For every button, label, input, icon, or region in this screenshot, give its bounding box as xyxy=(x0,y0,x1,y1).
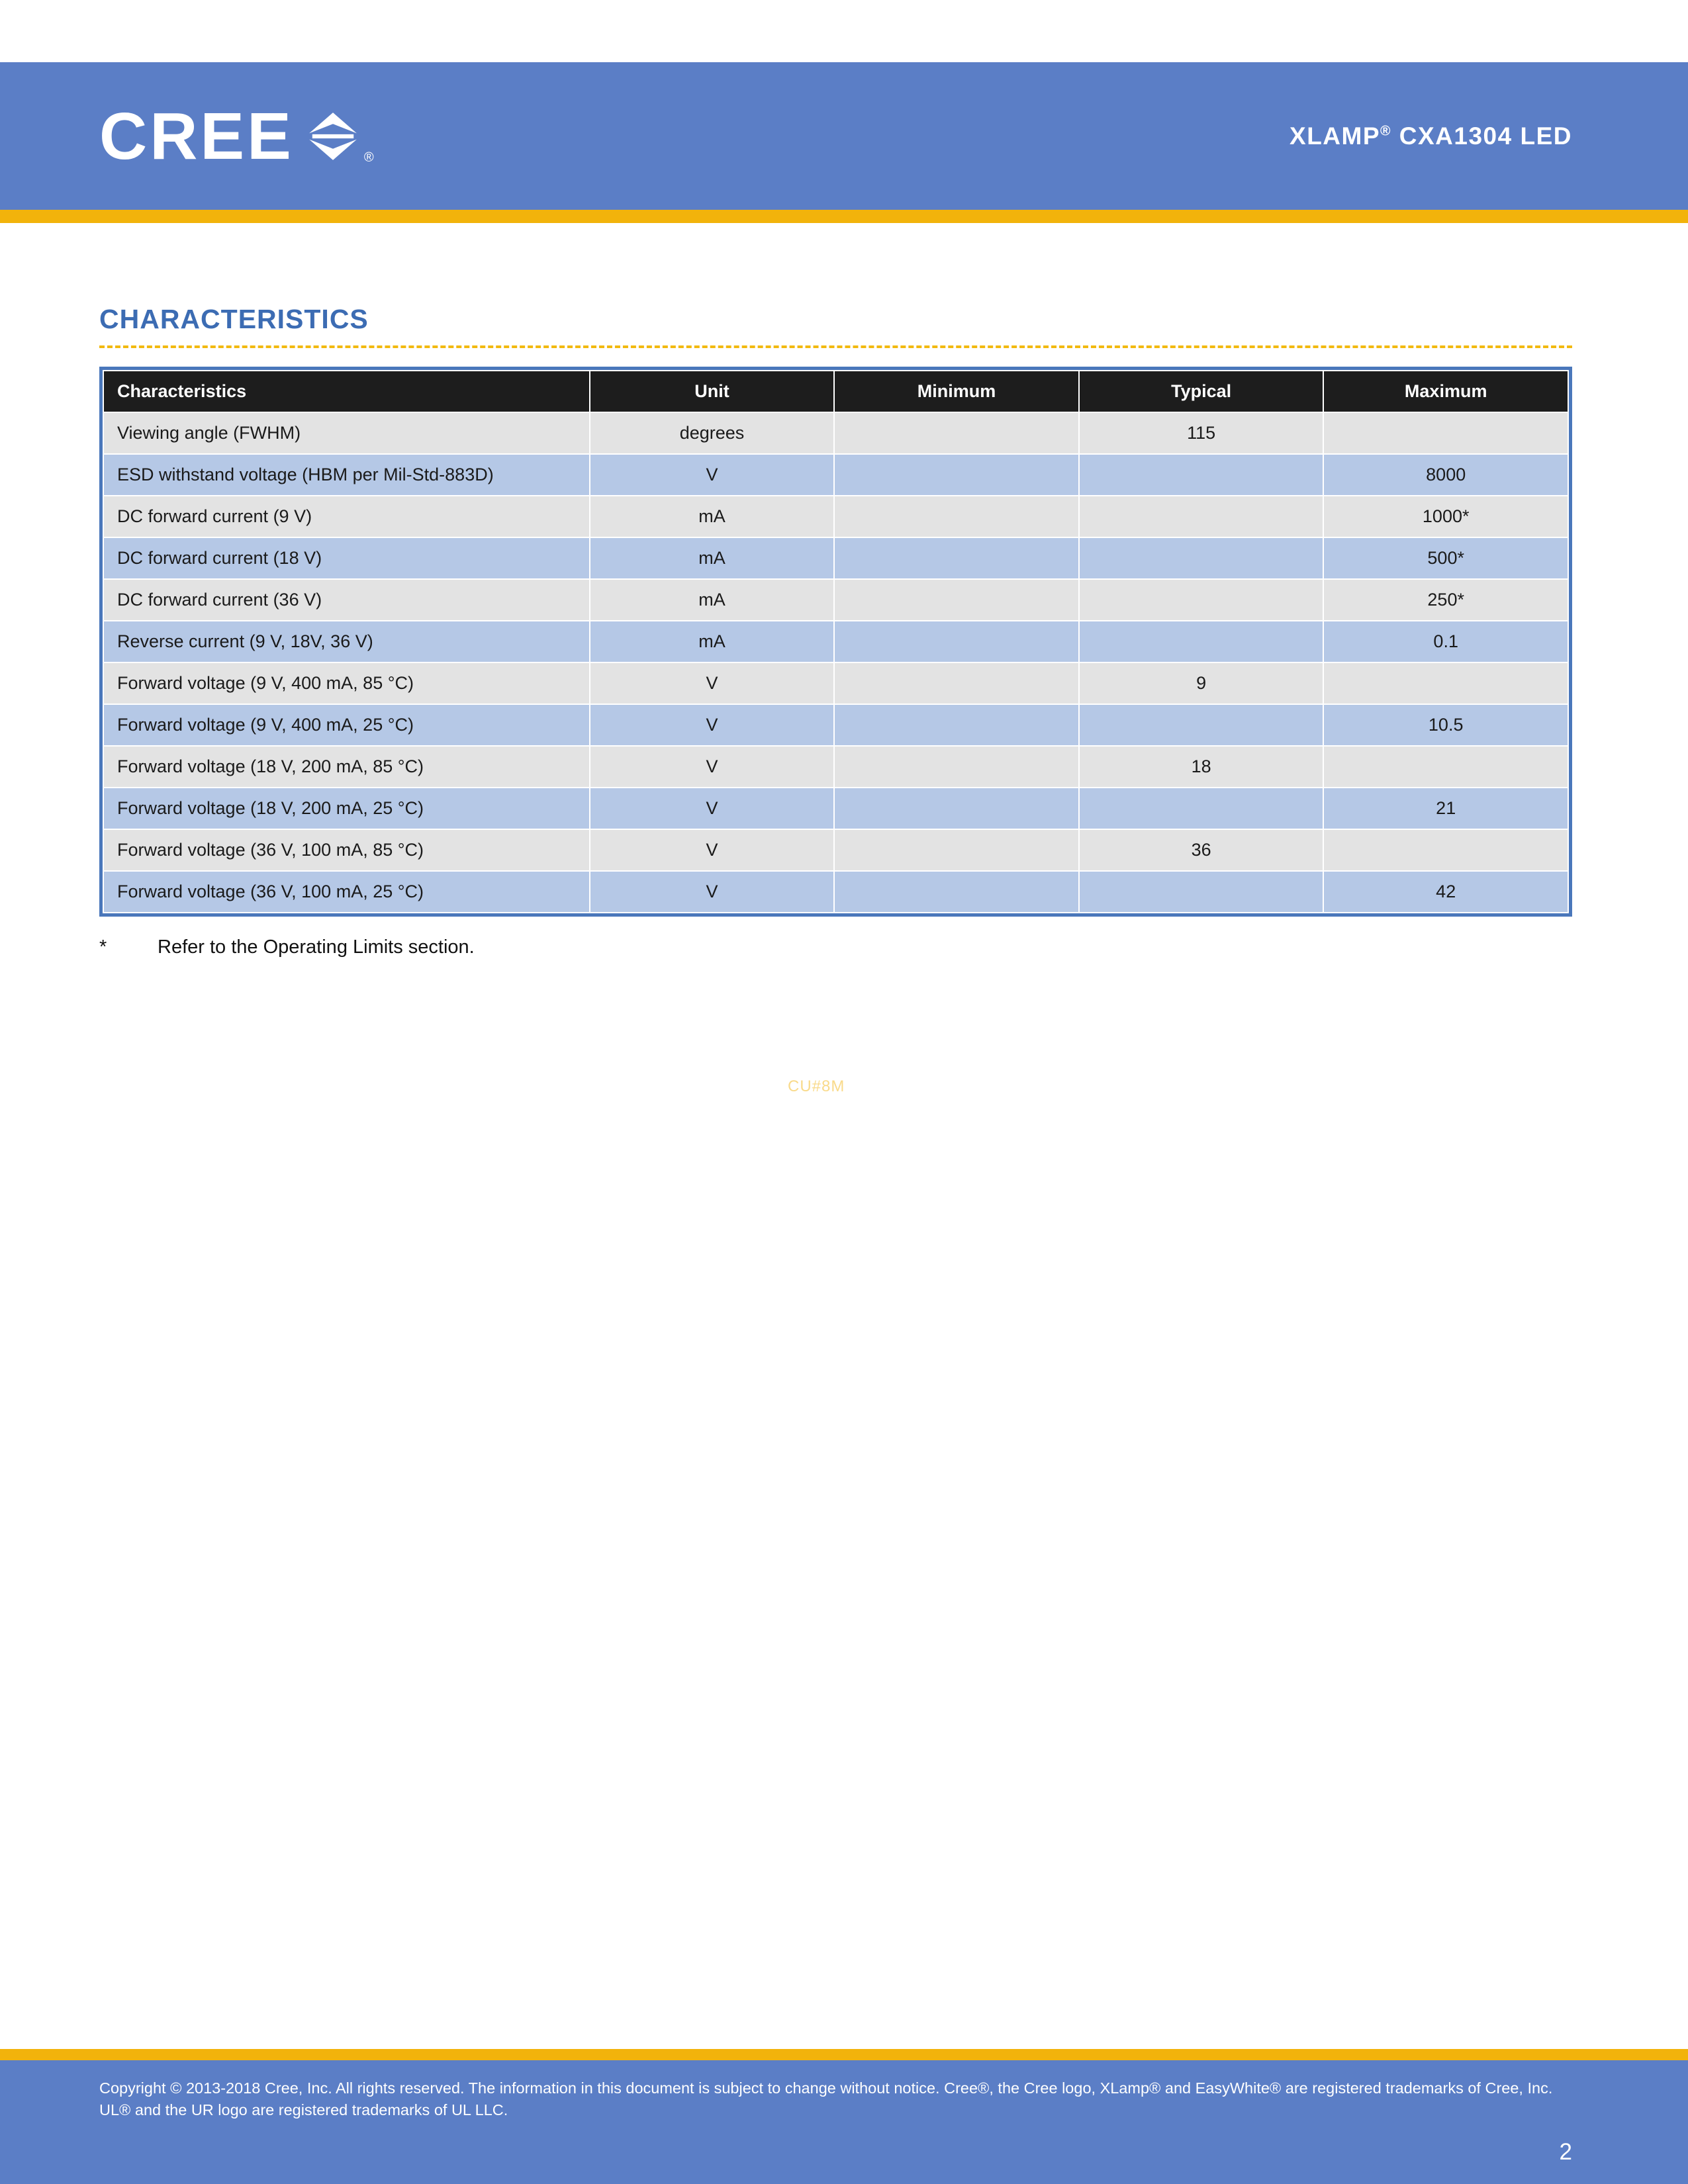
characteristics-table-frame xyxy=(99,367,1572,917)
watermark: CU#8M xyxy=(788,1077,845,1095)
page-title xyxy=(1289,122,1572,150)
row-value xyxy=(1079,454,1324,496)
registered-mark: ® xyxy=(363,150,374,165)
row-characteristic: Forward voltage (18 V, 200 mA, 85 °C) xyxy=(103,746,590,788)
table-row xyxy=(103,788,1568,829)
row-value xyxy=(834,662,1079,704)
title-product: XLAMP xyxy=(1289,122,1381,150)
row-characteristic: Forward voltage (36 V, 100 mA, 25 °C) xyxy=(103,871,590,913)
row-value xyxy=(834,871,1079,913)
row-value: 9 xyxy=(1079,662,1324,704)
section-heading: CHARACTERISTICS xyxy=(99,304,369,334)
column-header-minimum: Minimum xyxy=(834,371,1079,412)
row-value: 18 xyxy=(1079,746,1324,788)
row-value: V xyxy=(590,871,835,913)
row-value xyxy=(834,454,1079,496)
row-value: 10.5 xyxy=(1323,704,1568,746)
row-value xyxy=(1079,537,1324,579)
column-header-unit: Unit xyxy=(590,371,835,412)
row-value: degrees xyxy=(590,412,835,454)
column-header-characteristics: Characteristics xyxy=(103,371,590,412)
top-margin xyxy=(0,0,1688,62)
footer-accent-stripe xyxy=(0,2049,1688,2060)
footnote xyxy=(99,936,1572,958)
cree-logo-text: CREE xyxy=(99,99,294,173)
cree-logo-icon xyxy=(307,111,359,162)
table-row xyxy=(103,412,1568,454)
table-row xyxy=(103,579,1568,621)
row-value: mA xyxy=(590,579,835,621)
row-characteristic: Reverse current (9 V, 18V, 36 V) xyxy=(103,621,590,662)
row-characteristic: Forward voltage (36 V, 100 mA, 85 °C) xyxy=(103,829,590,871)
row-value xyxy=(1323,829,1568,871)
row-value: 21 xyxy=(1323,788,1568,829)
table-row xyxy=(103,746,1568,788)
column-header-maximum: Maximum xyxy=(1323,371,1568,412)
row-value xyxy=(1079,496,1324,537)
row-characteristic: Forward voltage (9 V, 400 mA, 25 °C) xyxy=(103,704,590,746)
row-value: 8000 xyxy=(1323,454,1568,496)
header-accent-stripe xyxy=(0,210,1688,223)
row-characteristic: DC forward current (9 V) xyxy=(103,496,590,537)
section-divider xyxy=(99,345,1572,348)
registered-mark: ® xyxy=(1380,123,1391,139)
row-characteristic: Forward voltage (18 V, 200 mA, 25 °C) xyxy=(103,788,590,829)
row-value: mA xyxy=(590,537,835,579)
row-value xyxy=(834,788,1079,829)
table-row xyxy=(103,871,1568,913)
row-value xyxy=(834,579,1079,621)
page-number: 2 xyxy=(1559,2139,1572,2165)
row-value: V xyxy=(590,704,835,746)
row-value: 500* xyxy=(1323,537,1568,579)
row-characteristic: DC forward current (36 V) xyxy=(103,579,590,621)
row-value xyxy=(834,621,1079,662)
row-value xyxy=(1079,579,1324,621)
table-body xyxy=(103,412,1568,913)
row-value xyxy=(1323,412,1568,454)
row-value xyxy=(834,746,1079,788)
column-header-typical: Typical xyxy=(1079,371,1324,412)
row-value: mA xyxy=(590,621,835,662)
row-value: 250* xyxy=(1323,579,1568,621)
row-value xyxy=(1323,746,1568,788)
row-value xyxy=(834,496,1079,537)
row-value: 42 xyxy=(1323,871,1568,913)
table-row xyxy=(103,496,1568,537)
copyright-text: Copyright © 2013-2018 Cree, Inc. All rights reserved. The information in this document is subject to change without notice. Cree®, the Cree logo, XLamp® and EasyWhite® are registered trademarks of Cree, Inc. UL® and the UR logo are registered trademarks of UL LLC. xyxy=(99,2079,1553,2119)
row-value xyxy=(1079,704,1324,746)
row-value: 115 xyxy=(1079,412,1324,454)
footnote-text: Refer to the Operating Limits section. xyxy=(158,936,475,958)
title-model: CXA1304 LED xyxy=(1391,122,1572,150)
row-value xyxy=(1079,788,1324,829)
row-value: 36 xyxy=(1079,829,1324,871)
footer-band xyxy=(0,2060,1688,2184)
table-row xyxy=(103,662,1568,704)
row-characteristic: ESD withstand voltage (HBM per Mil-Std-883D) xyxy=(103,454,590,496)
row-characteristic: Viewing angle (FWHM) xyxy=(103,412,590,454)
row-characteristic: DC forward current (18 V) xyxy=(103,537,590,579)
row-value: V xyxy=(590,662,835,704)
row-value: V xyxy=(590,746,835,788)
row-value xyxy=(834,537,1079,579)
table-row xyxy=(103,537,1568,579)
table-row xyxy=(103,829,1568,871)
table-row xyxy=(103,454,1568,496)
row-value: 1000* xyxy=(1323,496,1568,537)
row-value xyxy=(834,412,1079,454)
table-header-row xyxy=(103,371,1568,412)
row-value xyxy=(1323,662,1568,704)
row-value xyxy=(1079,621,1324,662)
row-value: V xyxy=(590,788,835,829)
table-row xyxy=(103,704,1568,746)
table-row xyxy=(103,621,1568,662)
row-value xyxy=(1079,871,1324,913)
row-value: 0.1 xyxy=(1323,621,1568,662)
row-value: mA xyxy=(590,496,835,537)
main-content xyxy=(0,223,1688,958)
characteristics-table xyxy=(103,370,1569,913)
row-value: V xyxy=(590,829,835,871)
row-value xyxy=(834,704,1079,746)
header-band xyxy=(0,62,1688,210)
row-characteristic: Forward voltage (9 V, 400 mA, 85 °C) xyxy=(103,662,590,704)
row-value: V xyxy=(590,454,835,496)
cree-logo xyxy=(99,99,374,173)
row-value xyxy=(834,829,1079,871)
footnote-marker: * xyxy=(99,936,107,958)
